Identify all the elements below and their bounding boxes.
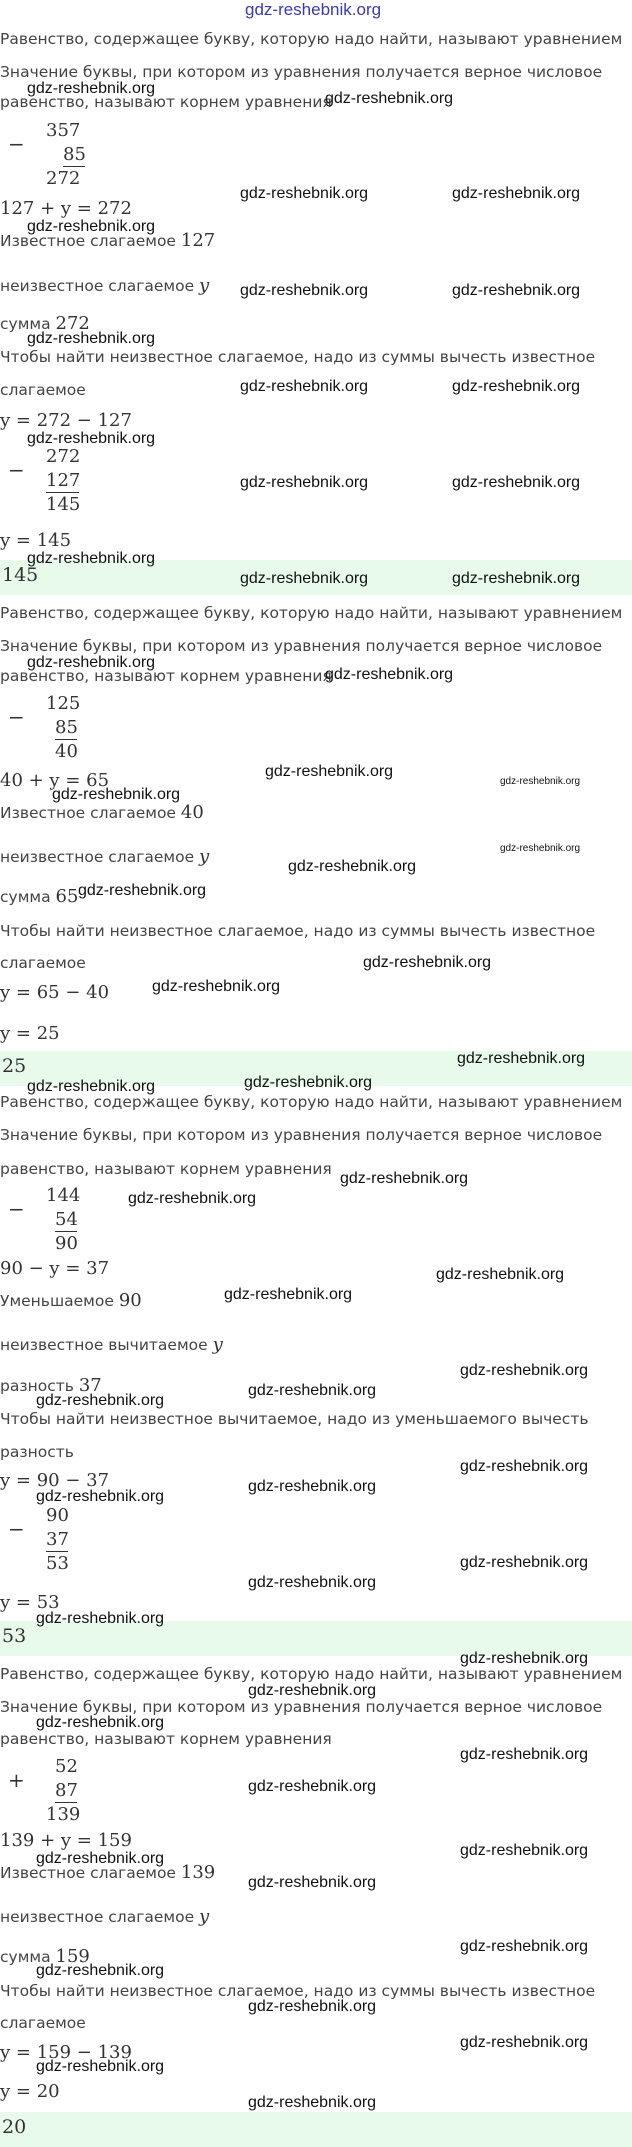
watermark: gdz-reshebnik.org [78, 882, 207, 899]
watermark: gdz-reshebnik.org [52, 786, 181, 803]
watermark: gdz-reshebnik.org [224, 1286, 353, 1303]
unknown-variable: y [199, 846, 210, 867]
result-equation: y = 20 [0, 2081, 60, 2102]
watermark: gdz-reshebnik.org [288, 858, 417, 875]
sum-label: сумма [0, 888, 51, 906]
sum-label: сумма [0, 1948, 51, 1966]
sum-value: 272 [55, 313, 90, 334]
calc-mid: 37 [46, 1529, 69, 1550]
check-bottom: 139 [46, 1804, 81, 1825]
known-addend-value: 139 [180, 1862, 216, 1883]
result-equation: y = 25 [0, 1023, 60, 1044]
check-column-subtraction: − 125 85 40 [8, 693, 81, 762]
watermark: gdz-reshebnik.org [27, 550, 156, 567]
addend-rule-line-1: Чтобы найти неизвестное слагаемое, надо из суммы вычесть известное [0, 922, 596, 940]
subtrahend-rule-line-2: разность [0, 1443, 74, 1461]
root-definition-line-1: Значение буквы, при котором из уравнения получается верное числовое [0, 637, 603, 655]
check-column-subtraction: − 357 85 272 [8, 120, 86, 189]
answer-band [0, 2112, 632, 2147]
check-column-subtraction: − 144 54 90 [8, 1185, 81, 1254]
watermark: gdz-reshebnik.org [452, 185, 581, 202]
check-mid: 54 [55, 1209, 78, 1230]
root-definition-line-1: Значение буквы, при котором из уравнения получается верное числовое [0, 1126, 603, 1144]
watermark: gdz-reshebnik.org [500, 843, 581, 854]
watermark: gdz-reshebnik.org [36, 2058, 165, 2075]
watermark: gdz-reshebnik.org [27, 80, 156, 97]
watermark: gdz-reshebnik.org [128, 1190, 257, 1207]
equation-definition: Равенство, содержащее букву, которую надо найти, называют уравнением [0, 30, 623, 48]
unknown-addend-label: неизвестное слагаемое [0, 848, 195, 866]
watermark: gdz-reshebnik.org [452, 570, 581, 587]
root-definition-line-2: равенство, называют корнем уравнения [0, 93, 332, 111]
watermark: gdz-reshebnik.org [460, 2034, 589, 2051]
calc-column-subtraction: − 90 37 53 [8, 1505, 69, 1574]
watermark: gdz-reshebnik.org [325, 666, 454, 683]
calc-underline [46, 492, 79, 493]
watermark: gdz-reshebnik.org [152, 978, 281, 995]
watermark: gdz-reshebnik.org [500, 776, 581, 787]
watermark: gdz-reshebnik.org [248, 1478, 377, 1495]
addend-rule-line-1: Чтобы найти неизвестное слагаемое, надо из суммы вычесть известное [0, 1982, 596, 2000]
equation-definition: Равенство, содержащее букву, которую надо найти, называют уравнением [0, 1093, 623, 1111]
watermark: gdz-reshebnik.org [340, 1170, 469, 1187]
watermark: gdz-reshebnik.org [460, 1650, 589, 1667]
watermark: gdz-reshebnik.org [460, 1938, 589, 1955]
unknown-variable: y [199, 275, 210, 296]
addend-rule-line-2: слагаемое [0, 381, 86, 399]
check-bottom: 40 [55, 741, 78, 762]
answer-value: 25 [2, 1055, 27, 1077]
watermark: gdz-reshebnik.org [27, 430, 156, 447]
watermark: gdz-reshebnik.org [36, 1488, 165, 1505]
known-addend-value: 40 [180, 802, 204, 823]
watermark: gdz-reshebnik.org [36, 1962, 165, 1979]
equation: 127 + y = 272 [0, 198, 132, 219]
unknown-variable: y [199, 1906, 210, 1927]
watermark: gdz-reshebnik.org [363, 954, 492, 971]
watermark: gdz-reshebnik.org [240, 185, 369, 202]
equation-definition: Равенство, содержащее букву, которую надо найти, называют уравнением [0, 1665, 623, 1683]
root-definition-line-2: равенство, называют корнем уравнения [0, 667, 332, 685]
addend-rule-line-2: слагаемое [0, 2014, 86, 2032]
watermark: gdz-reshebnik.org [248, 2094, 377, 2111]
difference-label: разность [0, 1377, 74, 1395]
watermark: gdz-reshebnik.org [436, 1266, 565, 1283]
root-definition-line-2: равенство, называют корнем уравнения [0, 1160, 332, 1178]
known-addend-label: Известное слагаемое [0, 804, 176, 822]
header-watermark[interactable]: gdz-reshebnik.org [245, 0, 382, 19]
calc-bottom: 145 [46, 494, 81, 515]
watermark: gdz-reshebnik.org [27, 654, 156, 671]
watermark: gdz-reshebnik.org [452, 474, 581, 491]
answer-value: 145 [2, 564, 39, 586]
sum-label: сумма [0, 315, 51, 333]
watermark: gdz-reshebnik.org [36, 1850, 165, 1867]
equation: 40 + y = 65 [0, 770, 110, 791]
addend-rule-line-2: слагаемое [0, 954, 86, 972]
addend-rule-line-1: Чтобы найти неизвестное слагаемое, надо из суммы вычесть известное [0, 348, 596, 366]
root-definition-line-2: равенство, называют корнем уравнения [0, 1730, 332, 1748]
check-bottom: 272 [46, 168, 81, 189]
watermark: gdz-reshebnik.org [460, 1362, 589, 1379]
unknown-subtrahend-label: неизвестное вычитаемое [0, 1336, 208, 1354]
difference-value: 37 [78, 1375, 102, 1396]
watermark: gdz-reshebnik.org [240, 474, 369, 491]
solve-expression: y = 272 − 127 [0, 410, 132, 431]
answer-value: 20 [2, 2116, 27, 2138]
result-equation: y = 145 [0, 530, 72, 551]
watermark: gdz-reshebnik.org [452, 378, 581, 395]
root-definition-line-1: Значение буквы, при котором из уравнения получается верное числовое [0, 1698, 603, 1716]
check-bottom: 90 [55, 1233, 78, 1254]
watermark: gdz-reshebnik.org [27, 218, 156, 235]
solve-expression: y = 159 − 139 [0, 2042, 132, 2063]
watermark: gdz-reshebnik.org [248, 1382, 377, 1399]
check-underline [63, 166, 85, 167]
calc-column-subtraction: − 272 127 145 [8, 446, 81, 515]
minuend-label: Уменьшаемое [0, 1292, 114, 1310]
minuend-value: 90 [118, 1290, 142, 1311]
check-top: 125 [46, 693, 81, 714]
result-equation: y = 53 [0, 1592, 60, 1613]
calc-top: 272 [46, 446, 81, 467]
watermark: gdz-reshebnik.org [248, 1874, 377, 1891]
known-addend-label: Известное слагаемое [0, 232, 176, 250]
calc-top: 90 [46, 1505, 69, 1526]
check-mid: 87 [55, 1780, 78, 1801]
watermark: gdz-reshebnik.org [244, 1074, 373, 1091]
solve-expression: y = 90 − 37 [0, 1470, 110, 1491]
subtrahend-rule-line-1: Чтобы найти неизвестное вычитаемое, надо из уменьшаемого вычесть [0, 1410, 589, 1428]
sum-value: 159 [55, 1946, 90, 1967]
unknown-addend-label: неизвестное слагаемое [0, 277, 195, 295]
known-addend-value: 127 [180, 230, 216, 251]
watermark: gdz-reshebnik.org [27, 1078, 156, 1095]
watermark: gdz-reshebnik.org [36, 1610, 165, 1627]
answer-value: 53 [2, 1625, 27, 1647]
check-underline [55, 1231, 77, 1232]
watermark: gdz-reshebnik.org [265, 763, 394, 780]
calc-bottom: 53 [46, 1553, 69, 1574]
watermark: gdz-reshebnik.org [240, 282, 369, 299]
watermark: gdz-reshebnik.org [457, 1050, 586, 1067]
watermark: gdz-reshebnik.org [248, 1778, 377, 1795]
check-column-addition: + 52 87 139 [8, 1756, 81, 1825]
known-addend-label: Известное слагаемое [0, 1864, 176, 1882]
check-mid: 85 [55, 717, 78, 738]
equation: 90 − y = 37 [0, 1258, 110, 1279]
watermark: gdz-reshebnik.org [36, 1714, 165, 1731]
equation-definition: Равенство, содержащее букву, которую надо найти, называют уравнением [0, 604, 623, 622]
check-top: 52 [55, 1756, 78, 1777]
check-underline [55, 739, 77, 740]
calc-mid: 127 [46, 470, 81, 491]
sum-value: 65 [55, 886, 79, 907]
watermark: gdz-reshebnik.org [240, 378, 369, 395]
solve-expression: y = 65 − 40 [0, 982, 110, 1003]
unknown-variable: y [212, 1334, 223, 1355]
watermark: gdz-reshebnik.org [248, 1574, 377, 1591]
check-top: 357 [46, 120, 81, 141]
watermark: gdz-reshebnik.org [460, 1554, 589, 1571]
watermark: gdz-reshebnik.org [325, 90, 454, 107]
watermark: gdz-reshebnik.org [460, 1458, 589, 1475]
root-definition-line-1: Значение буквы, при котором из уравнения получается верное числовое [0, 63, 603, 81]
check-underline [55, 1802, 77, 1803]
watermark: gdz-reshebnik.org [460, 1842, 589, 1859]
check-mid: 85 [63, 144, 86, 165]
watermark: gdz-reshebnik.org [248, 1682, 377, 1699]
watermark: gdz-reshebnik.org [460, 1746, 589, 1763]
equation: 139 + y = 159 [0, 1830, 132, 1851]
watermark: gdz-reshebnik.org [27, 330, 156, 347]
check-top: 144 [46, 1185, 81, 1206]
calc-underline [46, 1551, 68, 1552]
watermark: gdz-reshebnik.org [36, 1392, 165, 1409]
watermark: gdz-reshebnik.org [248, 1998, 377, 2015]
unknown-addend-label: неизвестное слагаемое [0, 1908, 195, 1926]
watermark: gdz-reshebnik.org [452, 282, 581, 299]
watermark: gdz-reshebnik.org [240, 570, 369, 587]
